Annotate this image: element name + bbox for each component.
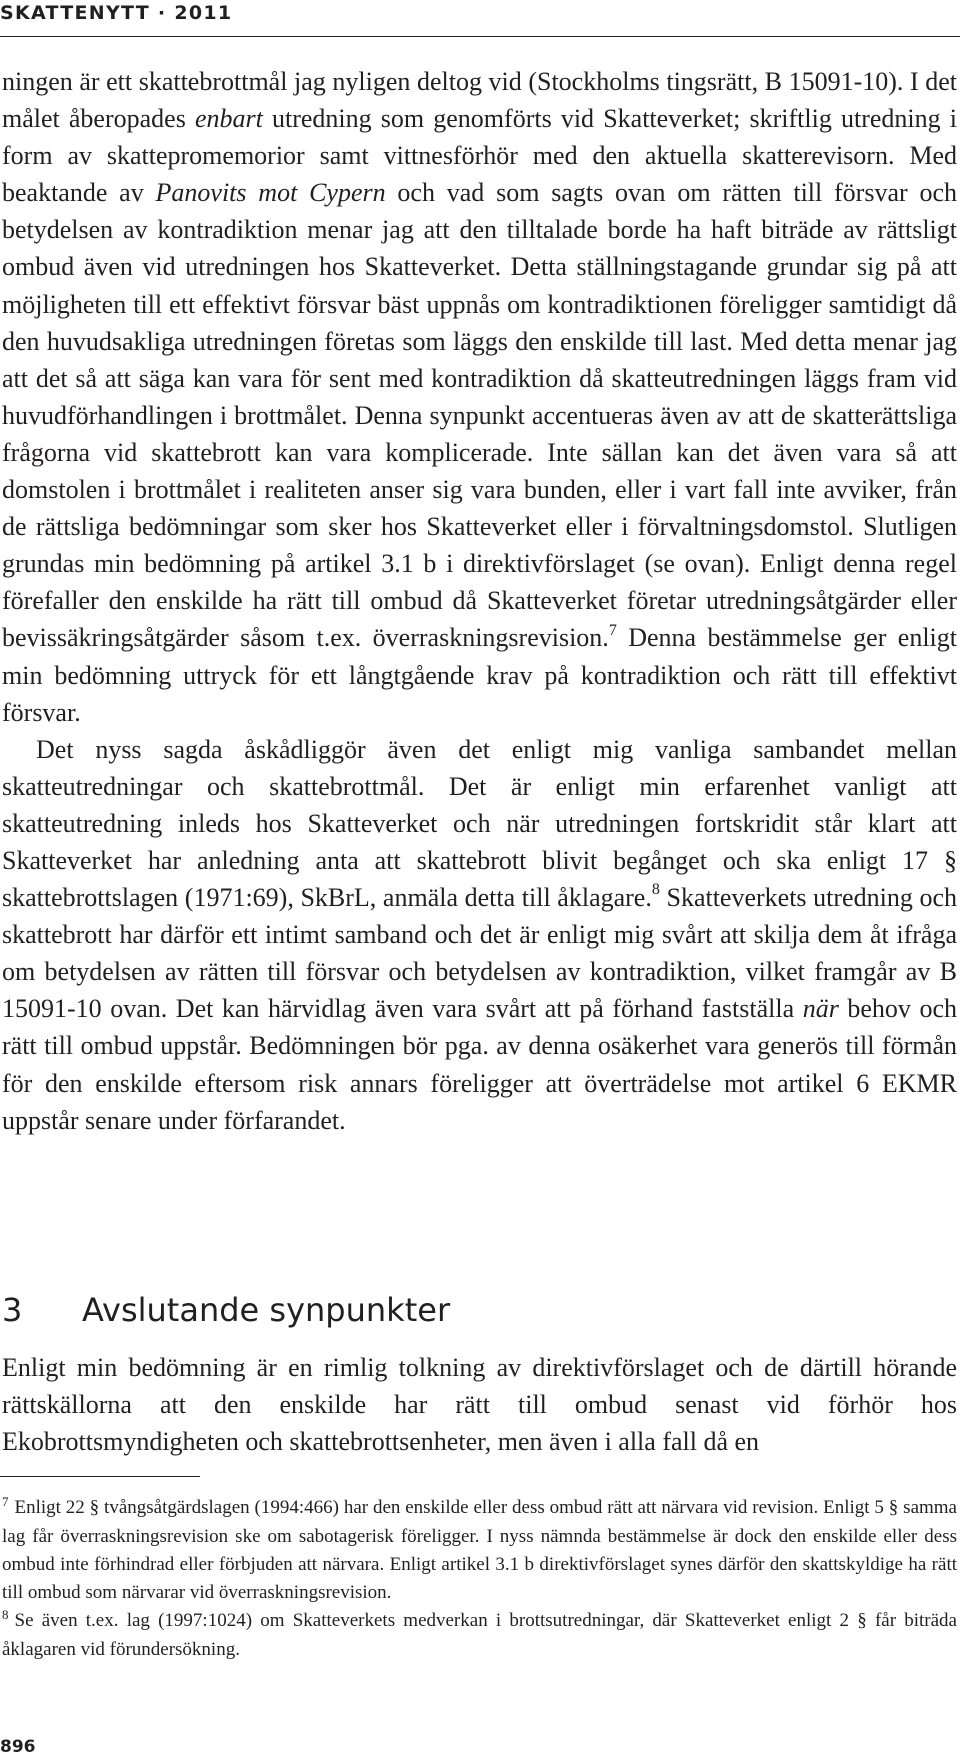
paragraph-2	[2, 731, 957, 1139]
footnote-ref-7[interactable]: 7	[608, 621, 617, 639]
paragraph-1	[2, 63, 957, 731]
page-number: 896	[0, 1737, 36, 1757]
section-title: Avslutande synpunkter	[82, 1291, 451, 1329]
footnotes	[2, 1494, 957, 1664]
paragraph-2-text-b: Skatteverkets utredning och skattebrott har därför ett intimt samband och det är enligt mig svårt att skilja dem åt ifråga om betydelsen av rätten till försvar och betydelsen av kontradiktion, vilket framgår av B 15091-10 ovan. Det kan härvidlag även vara svårt att på förhand fastställa	[2, 883, 957, 1024]
section-paragraph: Enligt min bedömning är en rimlig tolkning av direktivförslaget och de därtill hörande rättskällorna att den enskilde har rätt till ombud senast vid förhör hos Ekobrottsmyndigheten och skattebrottsenheter, men även i alla fall då en	[2, 1353, 957, 1457]
footnote-text: Enligt 22 § tvångsåtgärdslagen (1994:466) har den enskilde eller dess ombud rätt att närvara vid revision. Enligt 5 § samma lag får överraskningsrevision ske om sabotagerisk föreligger. I nyss nämnda bestämmelse är dock den enskilde eller dess ombud inte förhindrad eller förbjuden att närvara. Enligt artikel 3.1 b direktivförslaget synes därför den skattskyldige ha rätt till ombud som närvarar vid överraskningsrevision.	[2, 1497, 957, 1603]
footnote-8	[2, 1607, 957, 1664]
emphasis-enbart: enbart	[194, 104, 263, 134]
section-number: 3	[2, 1291, 23, 1329]
running-header: SKATTENYTT · 2011	[0, 2, 233, 24]
paragraph-1-text-b: utredning som genomförts vid Skatteverket; skriftlig utredning i form av skattepromemorior samt vittnesförhör med den aktuella skatterevisorn. Med beaktande av	[2, 104, 957, 208]
footnote-7	[2, 1494, 957, 1607]
case-name-italic: Panovits mot Cypern	[155, 178, 386, 208]
footnote-ref-8[interactable]: 8	[651, 881, 660, 899]
footnote-number: 7	[2, 1494, 9, 1509]
paragraph-1-text-c: och vad som sagts ovan om rätten till försvar och betydelsen av kontradiktion menar jag att den tilltalade borde ha haft biträde av rättsligt ombud även vid utredningen hos Skatteverket. Detta ställningstagande grundar sig på att möjligheten till ett effektivt försvar bäst uppnås om kontradiktionen föreligger samtidigt då den huvudsakliga utredningen företas som läggs den enskilde till last. Med detta menar jag att det så att säga kan vara för sent med kontradiktion då skatteutredningen läggs fram vid huvudförhandlingen i brottmålet. Denna synpunkt accentueras även av att de skatterättsliga frågorna vid skattebrott kan vara komplicerade. Inte sällan kan det även vara så att domstolen i brottmålet i realiteten anser sig vara bunden, eller i vart fall inte avviker, från de rättsliga bedömningar som sker hos Skatteverket eller i förvaltningsdomstol. Slutligen grundas min bedömning på artikel 3.1 b i direktivförslaget (se ovan). Enligt denna regel förefaller den enskilde ha rätt till ombud då Skatteverket företar utredningsåtgärder eller bevissäkringsåtgärder såsom t.ex. överraskningsrevision.	[2, 178, 957, 653]
emphasis-nar: när	[802, 994, 839, 1024]
paragraph-1-text-d: Denna bestämmelse ger enligt min bedömning uttryck för ett långtgående krav på kontradiktion och rätt till effektivt försvar.	[2, 623, 957, 727]
body-text	[2, 63, 957, 1139]
footnote-rule	[0, 1476, 200, 1477]
section-heading	[2, 1291, 450, 1329]
section-body	[2, 1349, 957, 1460]
header-rule	[0, 36, 960, 37]
paragraph-2-text-c: behov och rätt till ombud uppstår. Bedömningen bör pga. av denna osäkerhet vara generös till förmån för den enskilde eftersom risk annars föreligger att överträdelse mot artikel 6 EKMR uppstår senare under förfarandet.	[2, 994, 957, 1135]
paragraph-2-text-a: Det nyss sagda åskådliggör även det enligt mig vanliga sambandet mellan skatteutredningar och skattebrottmål. Det är enligt min erfarenhet vanligt att skatteutredning inleds hos Skatteverket och när utredningen fortskridit står klart att Skatteverket har anledning anta att skattebrott blivit begånget och ska enligt 17 § skattebrottslagen (1971:69), SkBrL, anmäla detta till åklagare.	[2, 734, 957, 913]
paragraph-1-text-a: ningen är ett skattebrottmål jag nyligen deltog vid (Stockholms tingsrätt, B 15091-10). I det målet åberopades	[2, 67, 957, 134]
footnote-text: Se även t.ex. lag (1997:1024) om Skatteverkets medverkan i brottsutredningar, där Skatteverket enligt 2 § får biträda åklagaren vid förundersökning.	[2, 1610, 957, 1660]
footnote-number: 8	[2, 1607, 9, 1622]
